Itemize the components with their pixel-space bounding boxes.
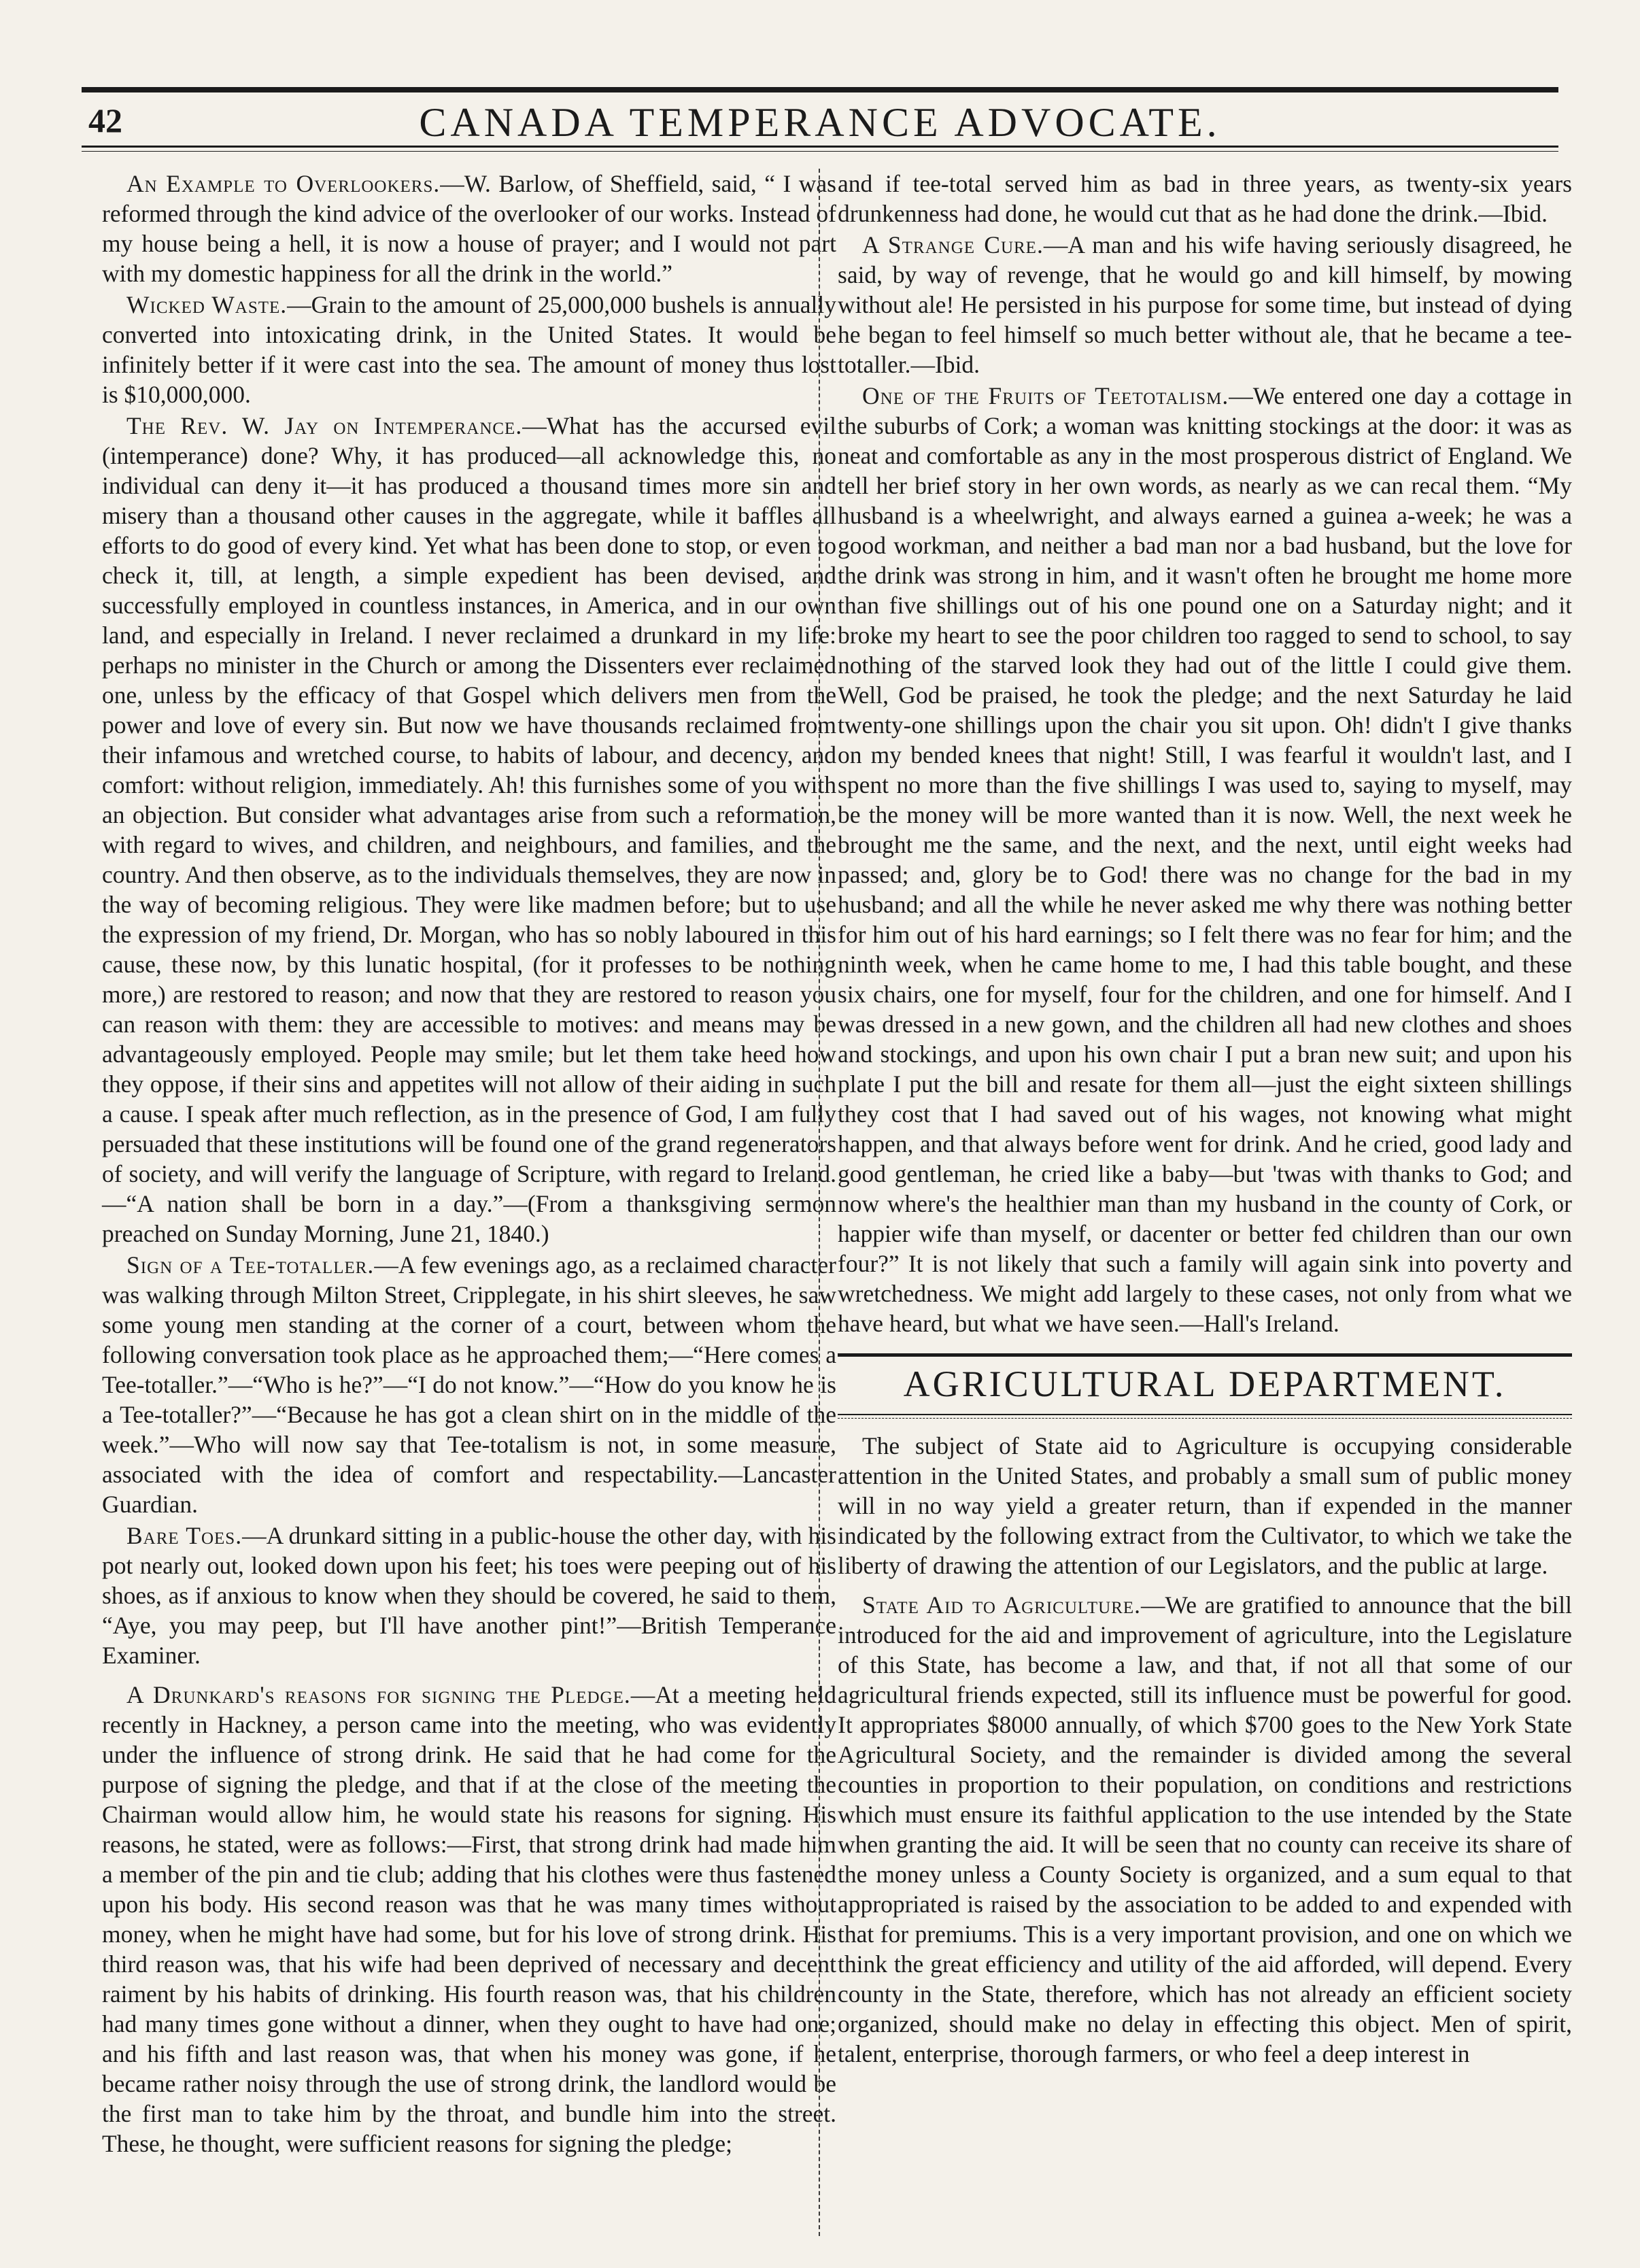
article-text: —W. Barlow, of Sheffield, said, “ I was reformed through the kind advice of the overlooker of our works. Instead of my house being a hell, it is now a house of prayer; and I would not part with my domestic happiness for all the drink in the world.” — [102, 170, 836, 287]
article-heading: Wicked Waste. — [126, 291, 288, 318]
article-heading: An Example to Overlookers. — [126, 170, 441, 197]
page-header — [82, 99, 1558, 150]
article-paragraph — [102, 1680, 836, 2159]
section-rule — [838, 1414, 1572, 1415]
article-heading: A Drunkard's reasons for signing the Pledge. — [126, 1681, 631, 1708]
section-heading: AGRICULTURAL DEPARTMENT. — [903, 1364, 1507, 1404]
article-text: —We are gratified to announce that the bill introduced for the aid and improvement of agriculture, into the Legislature of this State, has become a law, and that, if not all that some of our agricultural friends expected, still its influence must be powerful for good. It appropriates $8000 annually, of which $700 goes to the New York State Agricultural Society, and the remainder is divided among the several counties in proportion to their population, on conditions and restrictions which must ensure its faithful application to the use intended by the State when granting the aid. It will be seen that no county can receive its share of the money unless a County Society is organized, and a sum equal to that appropriated is raised by the association to be added to and expended with that for premiums. This is a very important provision, and one on which we think the great efficiency and utility of the aid afforded, will depend. Every county in the State, therefore, which has not already an efficient society organized, should make no delay in effecting this object. Men of spirit, talent, enterprise, thorough farmers, or who feel a deep interest in — [838, 1591, 1573, 2067]
article-text: —A drunkard sitting in a public-house the other day, with his pot nearly out, looked down upon his feet; his toes were peeping out of his shoes, as if anxious to know when they should be covered, he said to them, “Aye, you may peep, but I'll have another pint!”—British Temperance Examiner. — [102, 1522, 836, 1669]
article-heading: Sign of a Tee-totaller. — [126, 1251, 375, 1279]
article-paragraph — [838, 230, 1572, 379]
article-text: —What has the accursed evil (intemperance) done? Why, it has produced—all acknowledge this, no individual can deny it—it has produced a thousand times more sin and misery than a thousand other causes in the aggregate, while it baffles all efforts to do good of every kind. Yet what has been done to stop, or even to check it, till, at length, a simple expedient has been devised, and successfully employed in countless instances, in America, and in our own land, and especially in Ireland. I never reclaimed a drunkard in my life: perhaps no minister in the Church or among the Dissenters ever reclaimed one, unless by the efficacy of that Gospel which delivers men from the power and love of every sin. But now we have thousands reclaimed from their infamous and wretched course, to habits of labour, and decency, and comfort: without religion, immediately. Ah! this furnishes some of you with an objection. But consider what advantages arise from such a reformation, with regard to wives, and children, and neighbours, and families, and the country. And then observe, as to the individuals themselves, they are now in the way of becoming religious. They were like madmen before; but to use the expression of my friend, Dr. Morgan, who has so nobly laboured in this cause, these now, by this lunatic hospital, (for it professes to be nothing more,) are restored to reason; and now that they are restored to reason you can reason with them: they are accessible to motives: and means may be advantageously employed. People may smile; but let them take heed how they oppose, if their sins and appetites will not allow of their aiding in such a cause. I speak after much reflection, as in the presence of God, I am fully persuaded that these institutions will be found one of the grand regenerators of society, and will verify the language of Scripture, with regard to Ireland.—“A nation shall be born in a day.”—(From a thanksgiving sermon preached on Sunday Morning, June 21, 1840.) — [102, 412, 836, 1247]
header-rule — [82, 146, 1558, 148]
article-heading: A Strange Cure. — [862, 231, 1044, 258]
article-paragraph — [102, 290, 836, 409]
column-divider — [819, 169, 820, 2236]
article-heading: Bare Toes. — [126, 1522, 243, 1549]
article-paragraph — [102, 169, 836, 288]
article-paragraph — [838, 169, 1572, 229]
article-paragraph — [102, 1250, 836, 1519]
article-text: —A man and his wife having seriously disagreed, he said, by way of revenge, that he would go and kill himself, by mowing without ale! He persisted in his purpose for some time, but instead of dying he began to feel himself so much better without ale, that he became a tee-totaller.—Ibid. — [838, 231, 1572, 378]
article-paragraph — [838, 1590, 1572, 2069]
right-column — [838, 169, 1572, 2070]
article-text: and if tee-total served him as bad in three years, as twenty-six years drunkenness had done, he would cut that as he had done the drink.—Ibid. — [838, 170, 1572, 227]
masthead-title: CANADA TEMPERANCE ADVOCATE. — [419, 100, 1221, 145]
article-text: The subject of State aid to Agriculture is occupying considerable attention in the United States, and probably a small sum of public money will in no way yield a greater return, than if expended in the manner indicated by the following extract from the Cultivator, to which we take the liberty of drawing the attention of our Legislators, and the public at large. — [838, 1432, 1572, 1579]
article-text: —At a meeting held recently in Hackney, a person came into the meeting, who was evidently under the influence of strong drink. He said that he had come for the purpose of signing the pledge, and that if at the close of the meeting the Chairman would allow him, he would state his reasons for signing. His reasons, he stated, were as follows:—First, that strong drink had made him a member of the pin and tie club; adding that his clothes were thus fastened upon his body. His second reason was that he was many times without money, when he might have had some, but for his love of strong drink. His third reason was, that his wife had been deprived of necessary and decent raiment by his habits of drinking. His fourth reason was, that his children had many times gone without a dinner, when they ought to have had one; and his fifth and last reason was, that when his money was gone, if he became rather noisy through the use of strong drink, the landlord would be the first man to take him by the throat, and bundle him into the street. These, he thought, were sufficient reasons for signing the pledge; — [102, 1681, 836, 2157]
article-heading: One of the Fruits of Teetotalism. — [862, 382, 1229, 409]
article-paragraph — [102, 411, 836, 1249]
article-paragraph — [102, 1521, 836, 1670]
article-text: —Grain to the amount of 25,000,000 bushels is annually converted into intoxicating drink, in the United States. It would be infinitely better if it were cast into the sea. The amount of money thus lost is $10,000,000. — [102, 291, 836, 408]
article-paragraph — [838, 381, 1572, 1338]
article-text: —We entered one day a cottage in the suburbs of Cork; a woman was knitting stockings at the door: it was as neat and comfortable as any in the most prosperous district of England. We tell her brief story in her own words, as nearly as we can recal them. “My husband is a wheelwright, and always earned a guinea a-week; he was a good workman, and neither a bad man nor a bad husband, but the love for the drink was strong in him, and it wasn't often he brought me home more than five shillings out of his one pound one on a Saturday night; and it broke my heart to see the poor children too ragged to send to school, to say nothing of the starved look they had out of the little I could give them. Well, God be praised, he took the pledge; and the next Saturday he laid twenty-one shillings upon the chair you sit upon. Oh! didn't I give thanks on my bended knees that night! Still, I was fearful it wouldn't last, and I spent no more than the five shillings I was used to, saying to myself, may be the money will be more wanted than it is now. Well, the next week he brought me the same, and the next, and the next, until eight weeks had passed; and, glory be to God! there was no change for the bad in my husband; and all the while he never asked me why there was nothing better for him out of his hard earnings; so I felt there was no fear for him; and the ninth week, when he came home to me, I had this table bought, and these six chairs, one for myself, four for the children, and one for himself. And I was dressed in a new gown, and the children all had new clothes and shoes and stockings, and upon his own chair I put a bran new suit; and upon his plate I put the bill and resate for them all—just the eight sixteen shillings they cost that I had saved out of his wages, not knowing what might happen, and that always before went for drink. And he cried, good lady and good gentleman, he cried like a baby—but 'twas with thanks to God; and now where's the healthier man than my husband in the county of Cork, or happier wife than myself, or dacenter or better fed children than our own four?” It is not likely that such a family will again sink into poverty and wretchedness. We might add largely to these cases, not only from what we have heard, but what we have seen.—Hall's Ireland. — [838, 382, 1572, 1337]
article-text: —A few evenings ago, as a reclaimed character was walking through Milton Street, Cripplegate, in his shirt sleeves, he saw some young men standing at the corner of a court, between whom the following conversation took place as he approached them;—“Here comes a Tee-totaller.”—“Who is he?”—“I do not know.”—“How do you know he is a Tee-totaller?”—“Because he has got a clean shirt on in the middle of the week.”—Who will now say that Tee-totalism is not, in some measure, associated with the idea of comfort and respectability.—Lancaster Guardian. — [102, 1251, 837, 1518]
section-rule-dashed — [838, 1418, 1572, 1419]
article-paragraph — [838, 1431, 1572, 1580]
article-heading: The Rev. W. Jay on Intemperance. — [126, 412, 523, 439]
article-heading: State Aid to Agriculture. — [862, 1591, 1142, 1619]
section-rule — [838, 1353, 1572, 1357]
page-number: 42 — [88, 101, 122, 139]
header-rule-thin — [82, 151, 1558, 152]
left-column — [102, 169, 836, 2160]
top-rule — [82, 87, 1558, 92]
